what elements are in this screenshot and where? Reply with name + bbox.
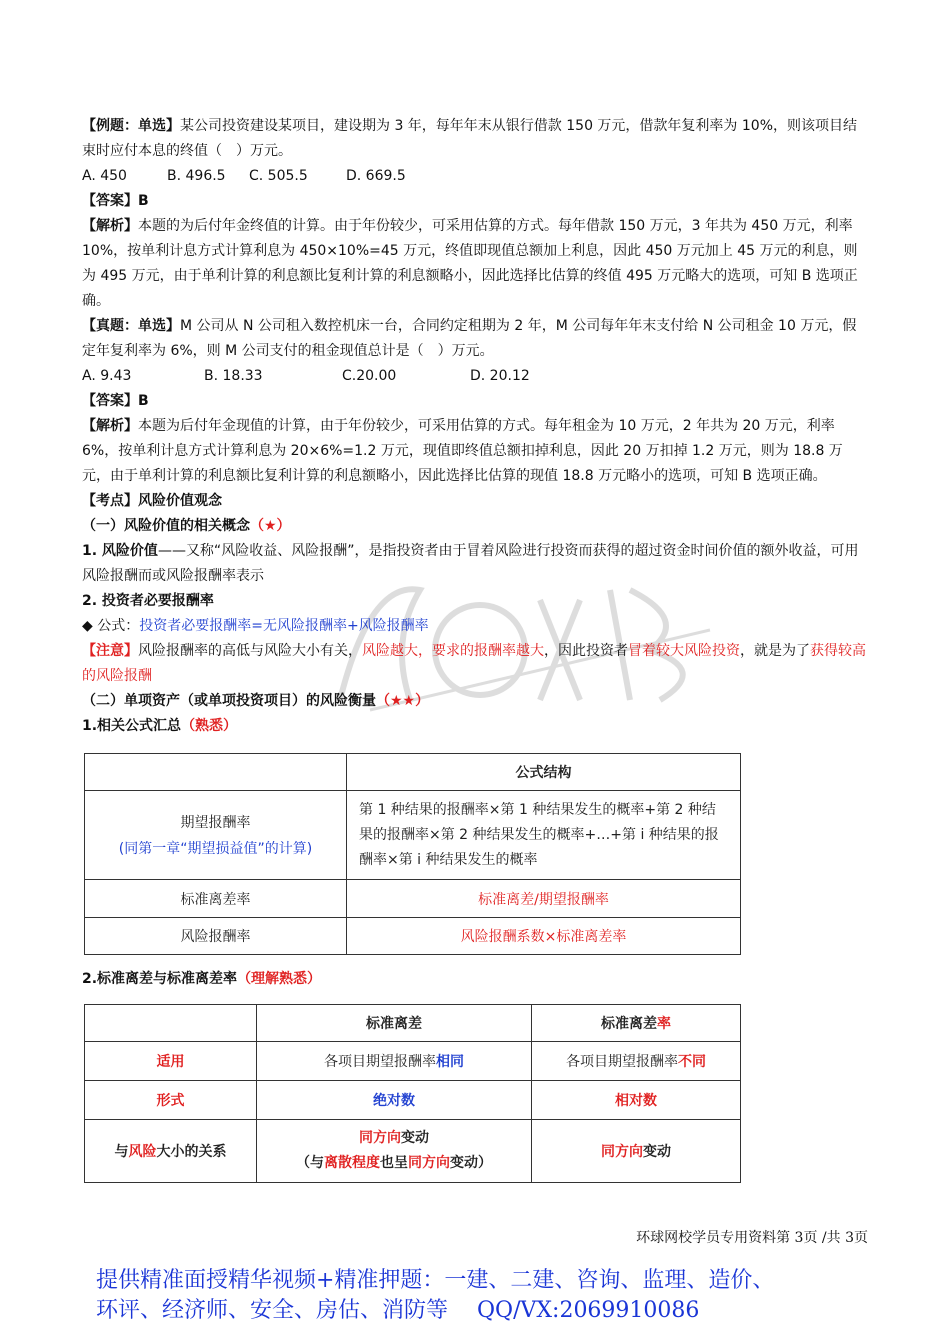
table-cell: 相对数 [532,1081,741,1120]
point-1: 1. 风险价值——又称“风险收益、风险报酬”，是指投资者由于冒着风险进行投资而获得的超过资金时间价值的额外收益，可用风险报酬而或风险报酬率表示 [82,543,859,584]
table-cell: 各项目期望报酬率不同 [532,1042,741,1081]
comparison-table [84,1004,741,1183]
table-cell: 形式 [85,1081,257,1120]
kaodian-heading: 【考点】风险价值观念 [82,493,222,509]
option: B. 496.5 [167,168,226,184]
question-2-options [82,364,868,389]
table-cell [85,754,347,791]
table-cell: 标准离差/期望报酬率 [347,880,741,918]
option: A. 450 [82,168,127,184]
note: 【注意】风险报酬率的高低与风险大小有关，风险越大，要求的报酬率越大，因此投资者冒着较大风险投资，就是为了获得较高的风险报酬 [82,643,866,684]
table-cell: 与风险大小的关系 [85,1120,257,1183]
answer-2: 【答案】B [82,393,149,409]
option: B. 18.33 [204,368,263,384]
table-cell: 同方向变动 [532,1120,741,1183]
table-row [85,1081,741,1120]
answer-1: 【答案】B [82,193,149,209]
table-row [85,1120,741,1183]
table-row [85,918,741,955]
table-cell: 标准离差率 [85,880,347,918]
page-footer: 环球网校学员专用资料第 3页 /共 3页 [636,1230,868,1246]
table-row [85,754,741,791]
table-cell: 适用 [85,1042,257,1081]
analysis-2: 【解析】本题为后付年金现值的计算，由于年份较少，可采用估算的方式。每年租金为 10 万元，2 年共为 20 万元，利率 6%，按单利计息方式计算利息为 20×6%=1.2 万元，现值即终值总额扣掉利息，因此 20 万扣掉 1.2 万元，则为 18.8 万元，由于单利计算的利息额比复利计算的利息额略小，因此选择比估算的现值 18.8 万元略小的选项，可知 B 选项正确。 [82,418,843,484]
table-cell: 风险报酬系数×标准离差率 [347,918,741,955]
promo-banner: 提供精准面授精华视频+精准押题：一建、二建、咨询、监理、造价、 环评、经济师、安全、房估、消防等 QQ/VX:2069910086 [96,1268,775,1323]
table-row [85,1005,741,1042]
table-cell: 风险报酬率 [85,918,347,955]
question-2: 【真题：单选】M 公司从 N 公司租入数控机床一台，合同约定租期为 2 年，M 公司每年年末支付给 N 公司租金 10 万元，假定年复利率为 6%，则 M 公司支付的租金现值总计是（ ）万元。 [82,318,857,359]
question-1: 【例题：单选】某公司投资建设某项目，建设期为 3 年，每年年末从银行借款 150 万元，借款年复利率为 10%，则该项目结束时应付本息的终值（ ）万元。 [82,118,857,159]
table-row [85,1042,741,1081]
option: C.20.00 [342,368,397,384]
formula-line: ◆ 公式：投资者必要报酬率=无风险报酬率+风险报酬率 [82,618,429,634]
table-cell: 期望报酬率 (同第一章“期望损益值”的计算) [85,791,347,880]
formula-table [84,753,741,955]
option: C. 505.5 [249,168,308,184]
table-header: 公式结构 [347,754,741,791]
option: D. 669.5 [346,168,406,184]
analysis-1: 【解析】本题的为后付年金终值的计算。由于年份较少，可采用估算的方式。每年借款 150 万元，3 年共为 450 万元，利率 10%，按单利计息方式计算利息为 450×10%=45 万元，终值即现值总额加上利息，因此 450 万元加上 45 万元的利息，则为 495 万元，由于单利计算的利息额比复利计算的利息额略小，因此选择比估算的终值 495 万元略大的选项，可知 B 选项正确。 [82,218,858,309]
point-2: 2. 投资者必要报酬率 [82,593,214,609]
subsection-2-heading: 2.标准离差与标准离差率（理解熟悉） [82,971,322,987]
table-cell: 各项目期望报酬率相同 [257,1042,532,1081]
table-header: 标准离差率 [532,1005,741,1042]
question-1-options [82,164,868,189]
section-1-heading: （一）风险价值的相关概念（★） [82,518,291,534]
document-body [82,114,868,1183]
table-cell: 同方向变动 （与离散程度也呈同方向变动） [257,1120,532,1183]
table-cell: 第 1 种结果的报酬率×第 1 种结果发生的概率+第 2 种结果的报酬率×第 2 种结果发生的概率+…+第 i 种结果的报酬率×第 i 种结果发生的概率 [347,791,741,880]
subsection-1-heading: 1.相关公式汇总（熟悉） [82,718,238,734]
section-2-heading: （二）单项资产（或单项投资项目）的风险衡量（★★） [82,693,430,709]
option: D. 20.12 [470,368,530,384]
table-row [85,791,741,880]
table-row [85,880,741,918]
table-cell [85,1005,257,1042]
table-header: 标准离差 [257,1005,532,1042]
table-cell: 绝对数 [257,1081,532,1120]
option: A. 9.43 [82,368,132,384]
